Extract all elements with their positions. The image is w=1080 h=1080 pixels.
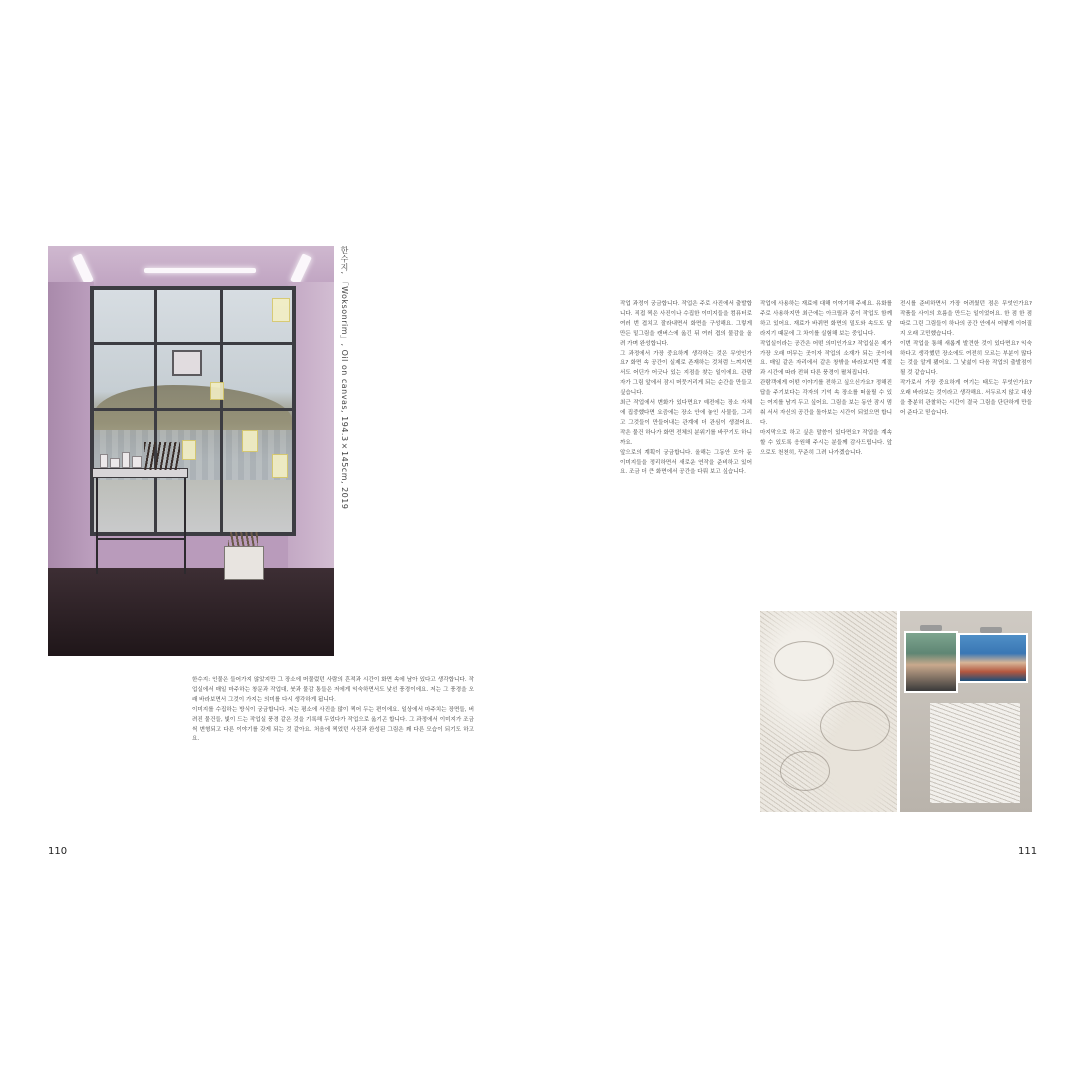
right-column-2 [760, 300, 892, 582]
binder-clip [920, 625, 942, 631]
yellow-note [242, 430, 258, 452]
paragraph: 전시를 준비하면서 가장 어려웠던 점은 무엇인가요? 작품들 사이의 흐름을 만드는 일이었어요. 한 점 한 점 따로 그린 그림들이 하나의 공간 안에서 어떻게 이어질지 오래 고민했습니다. [900, 301, 1032, 337]
left-body-text [192, 676, 474, 816]
paragraph: 최근 작업에서 변화가 있다면요? 예전에는 장소 자체에 집중했다면 요즘에는 장소 안에 놓인 사물들, 그리고 그것들이 만들어내는 관계에 더 관심이 생겼어요. 작은 물건 하나가 화면 전체의 분위기를 바꾸기도 하니까요. [620, 400, 752, 446]
page-number-right: 111 [1018, 846, 1038, 857]
sea-photo [958, 633, 1028, 683]
artwork-painting-studio-window [48, 246, 334, 656]
photo-sketch-detail [760, 611, 897, 812]
painting-caption: 한수지, 「Woksonrim」, Oil on canvas, 194.3×145cm, 2019 [340, 246, 349, 510]
paragraph: 그 과정에서 가장 중요하게 생각하는 것은 무엇인가요? 화면 속 공간이 실제로 존재하는 것처럼 느껴지면서도 어딘가 어긋나 있는 지점을 찾는 일이에요. 관람자가 그림 앞에서 잠시 머뭇거리게 되는 순간을 만들고 싶습니다. [620, 350, 752, 397]
binder-clip [980, 627, 1002, 633]
window-mullion [220, 290, 223, 532]
right-page [540, 0, 1080, 1080]
paragraph: 마지막으로 하고 싶은 말씀이 있다면요? 작업을 계속할 수 있도록 응원해 주시는 분들께 감사드립니다. 앞으로도 천천히, 꾸준히 그려 나가겠습니다. [760, 429, 892, 456]
paint-jar [122, 452, 130, 468]
table-leg [184, 478, 186, 574]
sketch-stroke [774, 641, 834, 681]
paint-brushes [144, 442, 180, 470]
right-column-3 [900, 300, 1032, 572]
paragraph: 관람객에게 어떤 이야기를 전하고 싶으신가요? 정해진 답을 주기보다는 각자의 기억 속 장소를 떠올릴 수 있는 여지를 남겨 두고 싶어요. 그림을 보는 동안 잠시 멈춰 서서 자신의 공간을 돌아보는 시간이 되었으면 합니다. [760, 380, 892, 426]
photo-reference-collage [900, 611, 1032, 812]
window-transom [94, 408, 292, 411]
page-number-left: 110 [48, 846, 68, 857]
paragraph: 이번 작업을 통해 새롭게 발견한 것이 있다면요? 익숙하다고 생각했던 장소에도 여전히 모르는 부분이 많다는 것을 알게 됐어요. 그 낯섦이 다음 작업의 출발점이 될 것 같습니다. [900, 340, 1032, 377]
yellow-note [182, 440, 196, 460]
pinned-sketch [930, 703, 1020, 803]
paragraph: 작업실이라는 공간은 어떤 의미인가요? 작업실은 제가 가장 오래 머무는 곳이자 작업의 소재가 되는 곳이에요. 매일 같은 자리에서 같은 창밖을 바라보지만 계절과 시간에 따라 전혀 다른 풍경이 펼쳐집니다. [760, 340, 892, 377]
yellow-note [272, 298, 290, 322]
painting-floor [48, 568, 334, 656]
paint-jar [100, 454, 108, 468]
yellow-note [272, 454, 288, 478]
painting-wall-left [48, 282, 94, 572]
table-shelf [96, 538, 184, 540]
paragraph: 앞으로의 계획이 궁금합니다. 올해는 그동안 모아 둔 이미지들을 정리하면서 새로운 연작을 준비하고 있어요. 조금 더 큰 화면에서 공간을 다뤄 보고 싶습니다. [620, 449, 752, 476]
ceiling-light-center [144, 268, 256, 273]
yellow-note [210, 382, 224, 400]
paint-jar [132, 456, 142, 468]
paragraph: 이미지를 수집하는 방식이 궁금합니다. 저는 평소에 사진을 많이 찍어 두는 편이에요. 일상에서 마주치는 장면들, 버려진 물건들, 빛이 드는 작업실 풍경 같은 것을 기록해 두었다가 작업으로 옮기곤 합니다. 그 과정에서 이미지가 조금씩 변형되고 다른 이야기를 갖게 되는 것 같아요. 처음에 찍었던 사진과 완성된 그림은 꽤 다른 모습이 되기도 하고요. [192, 706, 474, 743]
paragraph: 작업 과정이 궁금합니다. 작업은 주로 사진에서 출발합니다. 직접 찍은 사진이나 수집한 이미지들을 컴퓨터로 여러 번 겹치고 잘라내면서 화면을 구성해요. 그렇게 만든 밑그림을 캔버스에 옮긴 뒤 여러 겹의 물감을 올려 가며 완성합니다. [620, 301, 752, 347]
right-column-1 [620, 300, 752, 816]
paragraph: 한수지: 인물은 들어가지 않았지만 그 장소에 머물렀던 사람의 흔적과 시간이 화면 속에 남아 있다고 생각합니다. 작업실에서 매일 마주하는 창문과 작업대, 붓과 물감 통들은 저에게 익숙하면서도 낯선 풍경이에요. 저는 그 풍경을 오래 바라보면서 그것이 가지는 의미를 다시 생각하게 됩니다. [192, 677, 474, 703]
window-mullion [154, 290, 157, 532]
portrait-photo [904, 631, 958, 693]
table-leg [96, 478, 98, 574]
storage-box [224, 546, 264, 580]
paragraph: 작업에 사용하는 재료에 대해 이야기해 주세요. 유화를 주로 사용하지만 최근에는 아크릴과 종이 작업도 함께 하고 있어요. 재료가 바뀌면 화면의 밀도와 속도도 달라지기 때문에 그 차이를 실험해 보는 중입니다. [760, 301, 892, 337]
sketch-stroke [820, 701, 890, 751]
window-transom [94, 342, 292, 345]
window-exhaust-fan [172, 350, 202, 376]
paint-jar [110, 458, 120, 468]
sketch-stroke [780, 751, 830, 791]
paragraph: 작가로서 가장 중요하게 여기는 태도는 무엇인가요? 오래 바라보는 것이라고 생각해요. 서두르지 않고 대상을 충분히 관찰하는 시간이 결국 그림을 단단하게 만들어 준다고 믿습니다. [900, 380, 1032, 416]
painting-window [90, 286, 296, 536]
